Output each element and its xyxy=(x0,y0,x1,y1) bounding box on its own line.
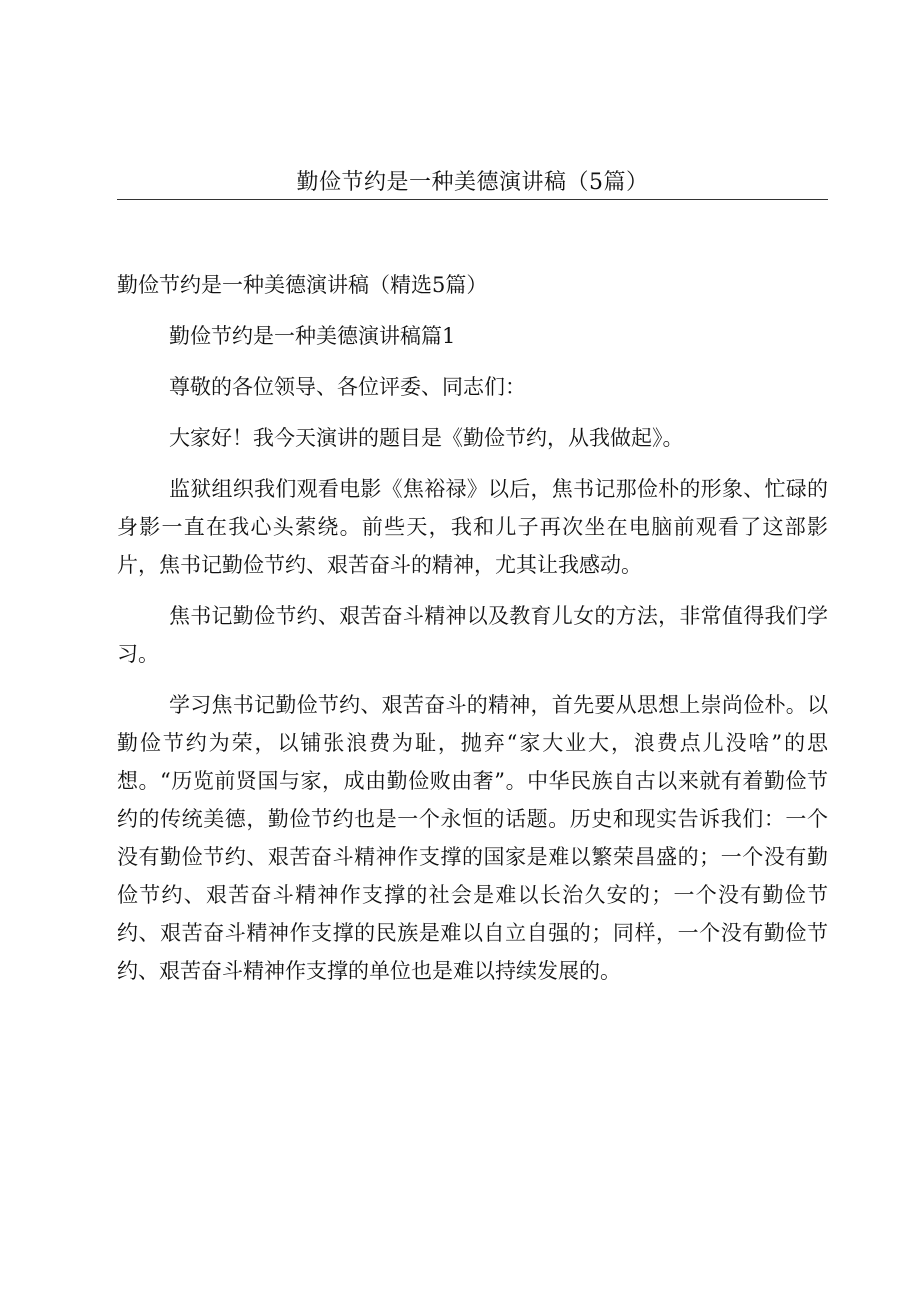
body-paragraph: 焦书记勤俭节约、艰苦奋斗精神以及教育儿女的方法，非常值得我们学习。 xyxy=(117,604,828,666)
body-paragraph: 监狱组织我们观看电影《焦裕禄》以后，焦书记那俭朴的形象、忙碌的身影一直在我心头萦绕。前些天，我和儿子再次坐在电脑前观看了这部影片，焦书记勤俭节约、艰苦奋斗的精神，尤其让我感动。 xyxy=(117,477,828,577)
subtitle-paragraph: 勤俭节约是一种美德演讲稿（精选5篇） xyxy=(117,273,488,297)
document-body xyxy=(117,266,828,1003)
body-paragraph: 学习焦书记勤俭节约、艰苦奋斗的精神，首先要从思想上崇尚俭朴。以勤俭节约为荣，以铺张浪费为耻，抛弃“家大业大，浪费点儿没啥”的思想。“历览前贤国与家，成由勤俭败由奢”。中华民族自古以来就有着勤俭节约的传统美德，勤俭节约也是一个永恒的话题。历史和现实告诉我们：一个没有勤俭节约、艰苦奋斗精神作支撑的国家是难以繁荣昌盛的；一个没有勤俭节约、艰苦奋斗精神作支撑的社会是难以长治久安的；一个没有勤俭节约、艰苦奋斗精神作支撑的民族是难以自立自强的；同样，一个没有勤俭节约、艰苦奋斗精神作支撑的单位也是难以持续发展的。 xyxy=(117,693,828,983)
greeting-paragraph: 大家好！我今天演讲的题目是《勤俭节约，从我做起》。 xyxy=(169,426,684,450)
section-heading: 勤俭节约是一种美德演讲稿篇1 xyxy=(169,324,456,348)
salutation-paragraph: 尊敬的各位领导、各位评委、同志们： xyxy=(169,375,526,399)
title-underline xyxy=(117,199,828,200)
document-title: 勤俭节约是一种美德演讲稿（5篇） xyxy=(296,170,649,195)
